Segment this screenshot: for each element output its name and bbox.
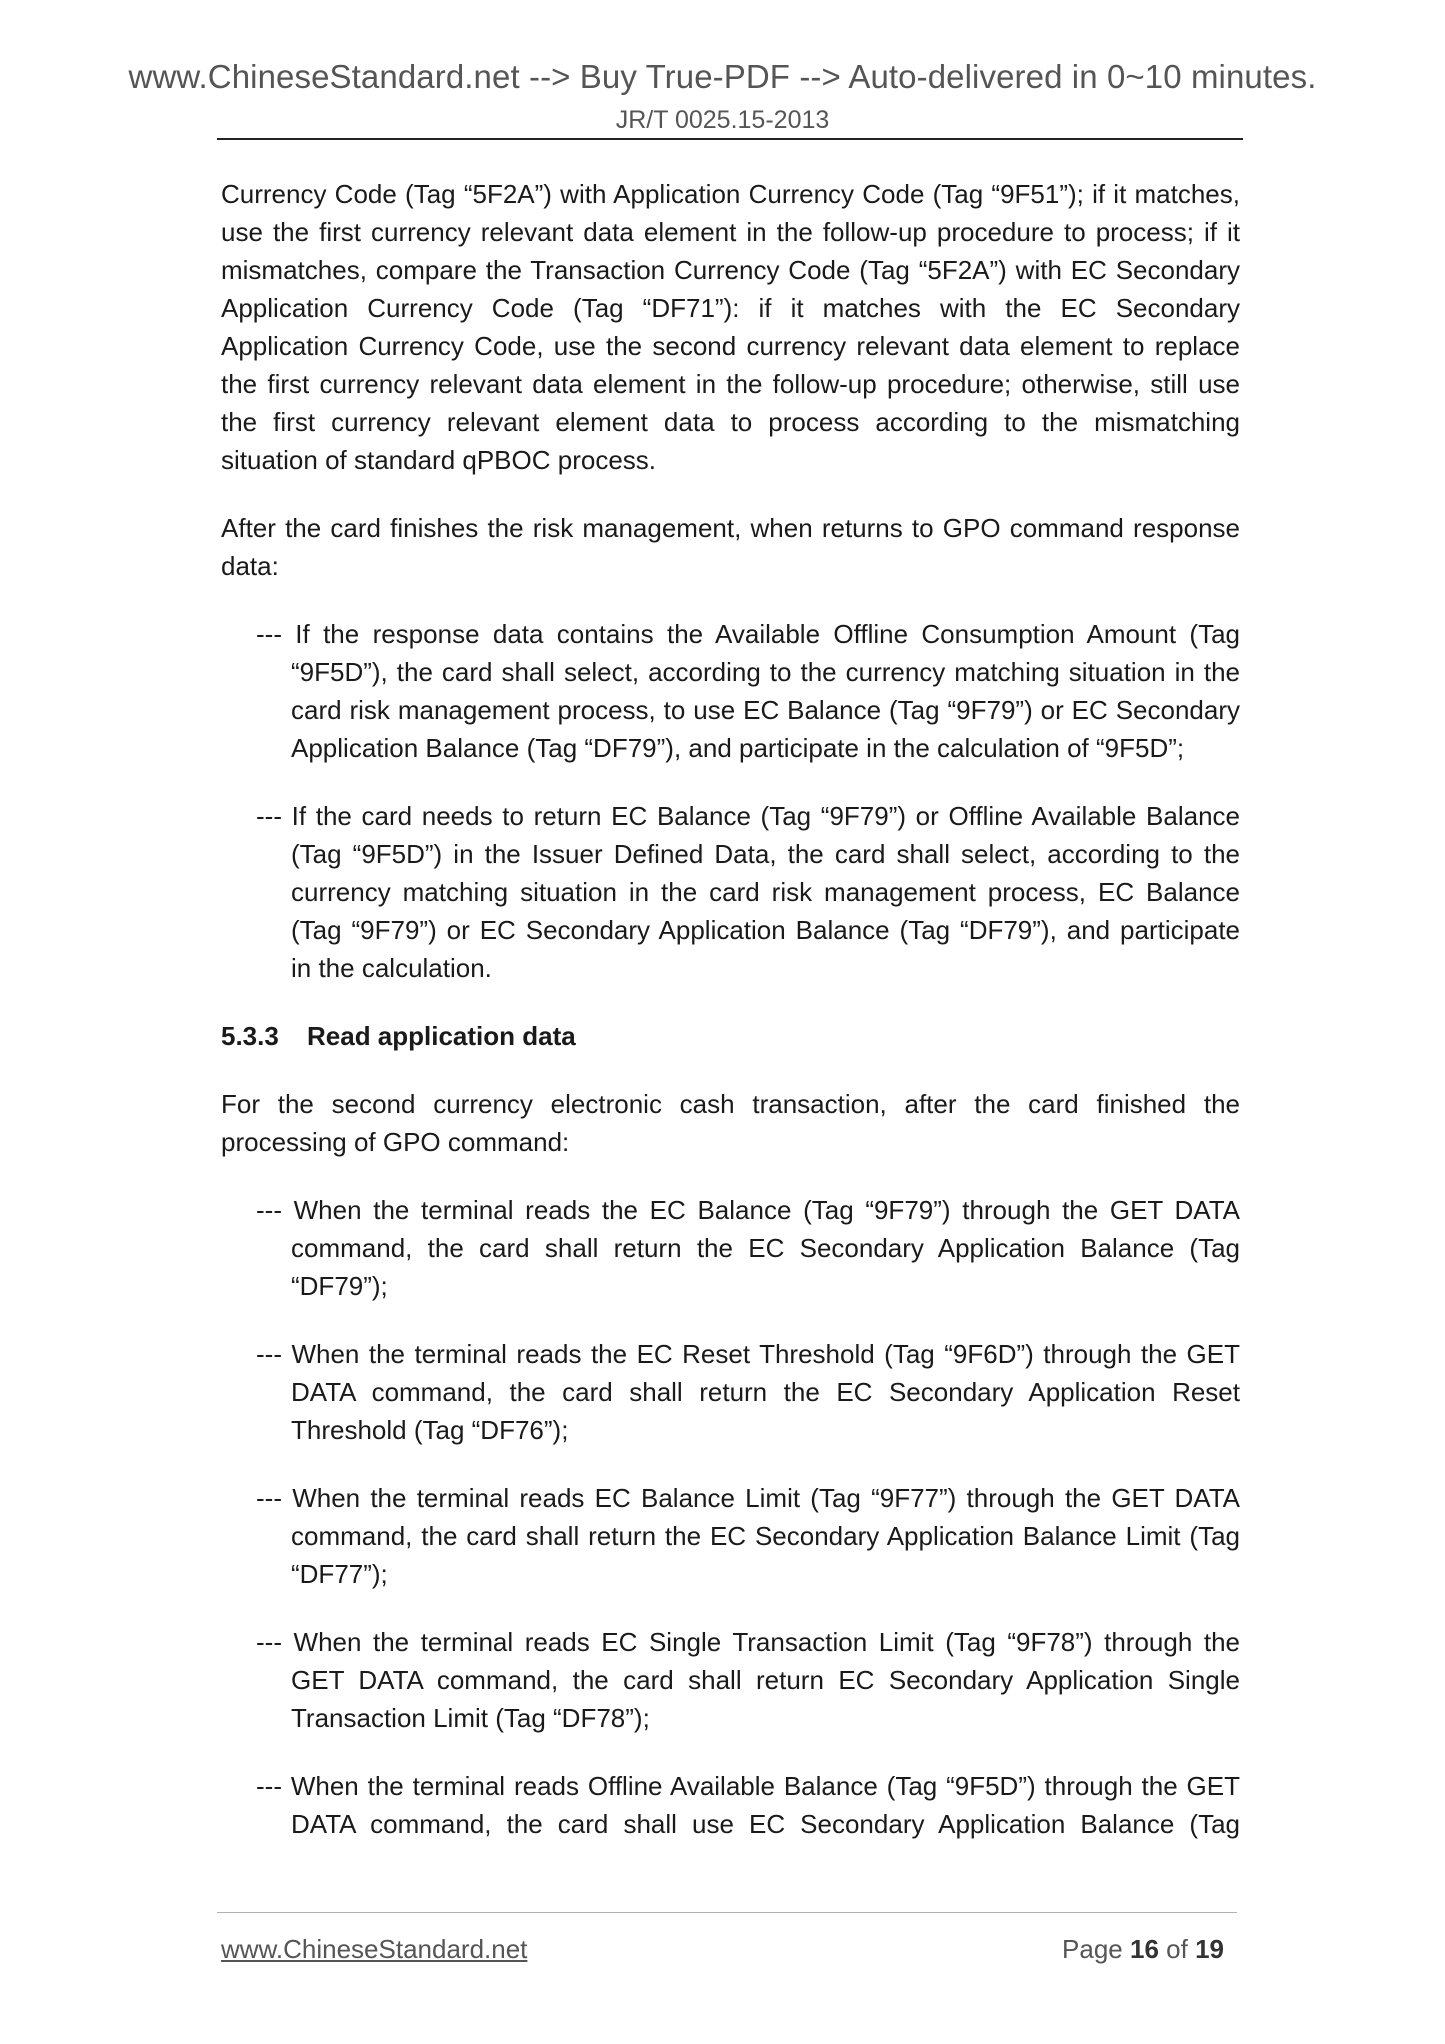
list-item: --- When the terminal reads Offline Available Balance (Tag “9F5D”) through the GET DATA command, the card shall use EC Secondary Application Balance (Tag: [256, 1771, 1240, 1839]
paragraph-risk-management: After the card finishes the risk management, when returns to GPO command response data:: [221, 513, 1240, 581]
list-gpo-response: [221, 615, 1240, 987]
list-item: --- When the terminal reads EC Single Transaction Limit (Tag “9F78”) through the GET DATA command, the card shall return EC Secondary Application Single Transaction Limit (Tag “DF78”);: [256, 1627, 1240, 1733]
section-number: 5.3.3: [221, 1021, 279, 1051]
list-item: --- When the terminal reads the EC Reset Threshold (Tag “9F6D”) through the GET DATA command, the card shall return the EC Secondary Application Reset Threshold (Tag “DF76”);: [256, 1339, 1240, 1445]
footer-site-link[interactable]: www.ChineseStandard.net: [221, 1934, 528, 1964]
section-heading: [221, 1017, 1240, 1055]
document-id: JR/T 0025.15-2013: [615, 106, 830, 134]
list-item: --- When the terminal reads the EC Balance (Tag “9F79”) through the GET DATA command, the card shall return the EC Secondary Application Balance (Tag “DF79”);: [256, 1195, 1240, 1301]
page-of-label: of: [1166, 1934, 1188, 1964]
page-label: Page: [1062, 1934, 1123, 1964]
list-get-data: [221, 1191, 1240, 1843]
footer-divider: [217, 1912, 1237, 1913]
page-current: 16: [1130, 1934, 1159, 1964]
page-number: [1062, 1934, 1224, 1965]
paragraph-currency-matching: Currency Code (Tag “5F2A”) with Application Currency Code (Tag “9F51”); if it matches, use the first currency relevant data element in the follow-up procedure to process; if it mismatches, compare the Transaction Currency Code (Tag “5F2A”) with EC Secondary Application Currency Code (Tag “DF71”): if it matches with the EC Secondary Application Currency Code, use the second currency relevant data element to replace the first currency relevant data element in the follow-up procedure; otherwise, still use the first currency relevant element data to process according to the mismatching situation of standard qPBOC process.: [221, 179, 1240, 475]
list-item: --- If the card needs to return EC Balance (Tag “9F79”) or Offline Available Balance (Tag “9F5D”) in the Issuer Defined Data, the card shall select, according to the currency matching situation in the card risk management process, EC Balance (Tag “9F79”) or EC Secondary Application Balance (Tag “DF79”), and participate in the calculation.: [256, 801, 1240, 983]
header-banner: www.ChineseStandard.net --> Buy True-PDF --> Auto-delivered in 0~10 minutes.: [128, 58, 1317, 95]
paragraph-read-data-intro: For the second currency electronic cash transaction, after the card finished the processing of GPO command:: [221, 1089, 1240, 1157]
header-divider: [217, 138, 1243, 140]
list-item: --- If the response data contains the Available Offline Consumption Amount (Tag “9F5D”), the card shall select, according to the currency matching situation in the card risk management process, to use EC Balance (Tag “9F79”) or EC Secondary Application Balance (Tag “DF79”), and participate in the calculation of “9F5D”;: [256, 619, 1240, 763]
document-body: [221, 175, 1240, 1873]
page-total: 19: [1195, 1934, 1224, 1964]
list-item: --- When the terminal reads EC Balance Limit (Tag “9F77”) through the GET DATA command, the card shall return the EC Secondary Application Balance Limit (Tag “DF77”);: [256, 1483, 1240, 1589]
section-title: Read application data: [307, 1021, 576, 1051]
